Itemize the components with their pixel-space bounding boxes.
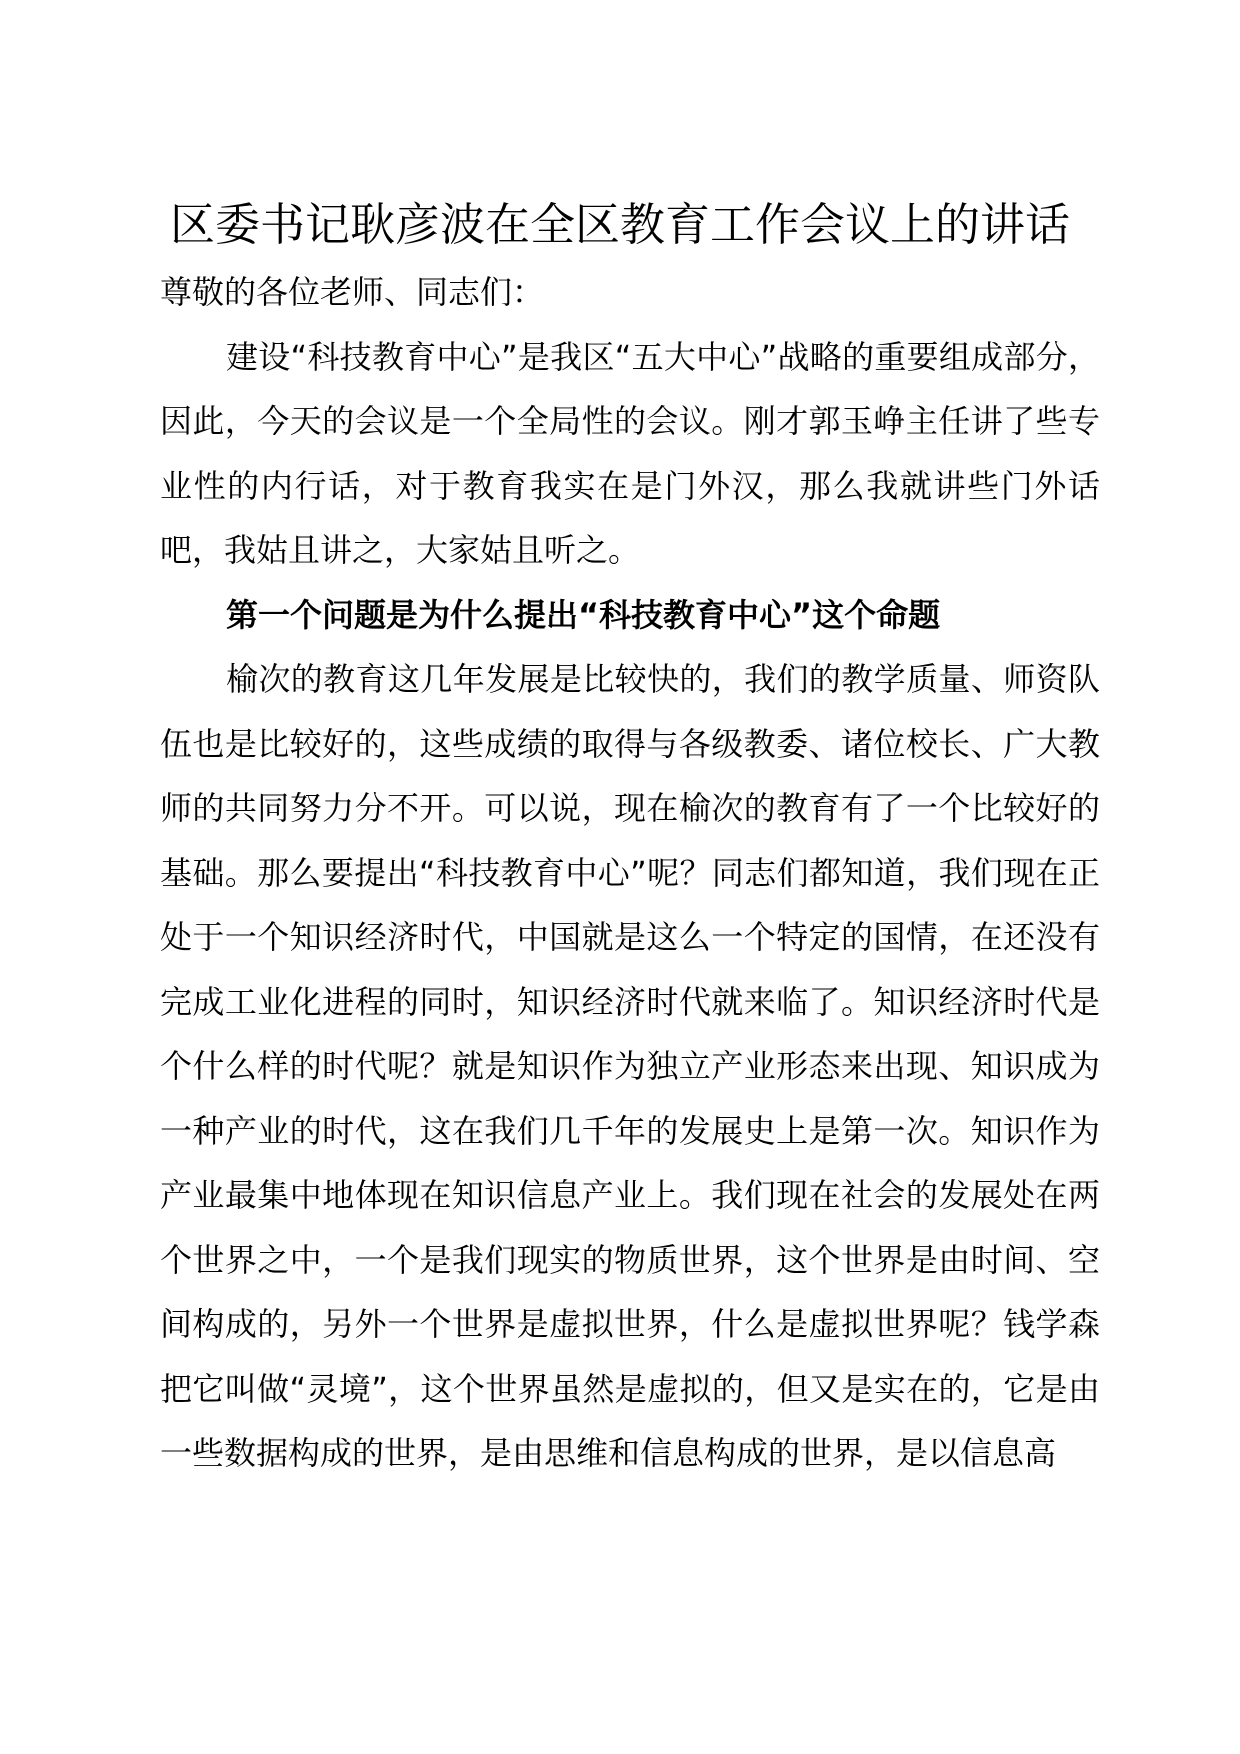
document-title: 区委书记耿彦波在全区教育工作会议上的讲话 <box>169 198 1070 251</box>
body-paragraph: 建设“科技教育中心”是我区“五大中心”战略的重要组成部分，因此，今天的会议是一个全局性的会议。刚才郭玉峥主任讲了些专业性的内行话，对于教育我实在是门外汉，那么我就讲些门外话吧，我姑且讲之，大家姑且听之。 <box>160 337 1100 569</box>
section-heading: 第一个问题是为什么提出“科技教育中心”这个命题 <box>226 595 941 634</box>
salutation: 尊敬的各位老师、同志们： <box>160 273 545 311</box>
document-body <box>160 260 1100 1486</box>
body-paragraph: 榆次的教育这几年发展是比较快的，我们的教学质量、师资队伍也是比较好的，这些成绩的取得与各级教委、诸位校长、广大教师的共同努力分不开。可以说，现在榆次的教育有了一个比较好的基础。那么要提出“科技教育中心”呢？同志们都知道，我们现在正处于一个知识经济时代，中国就是这么一个特定的国情，在还没有完成工业化进程的同时，知识经济时代就来临了。知识经济时代是个什么样的时代呢？就是知识作为独立产业形态来出现、知识成为一种产业的时代，这在我们几千年的发展史上是第一次。知识作为产业最集中地体现在知识信息产业上。我们现在社会的发展处在两个世界之中，一个是我们现实的物质世界，这个世界是由时间、空间构成的，另外一个世界是虚拟世界，什么是虚拟世界呢？钱学森把它叫做“灵境”，这个世界虽然是虚拟的，但又是实在的，它是由一些数据构成的世界，是由思维和信息构成的世界，是以信息高 <box>160 660 1100 1472</box>
